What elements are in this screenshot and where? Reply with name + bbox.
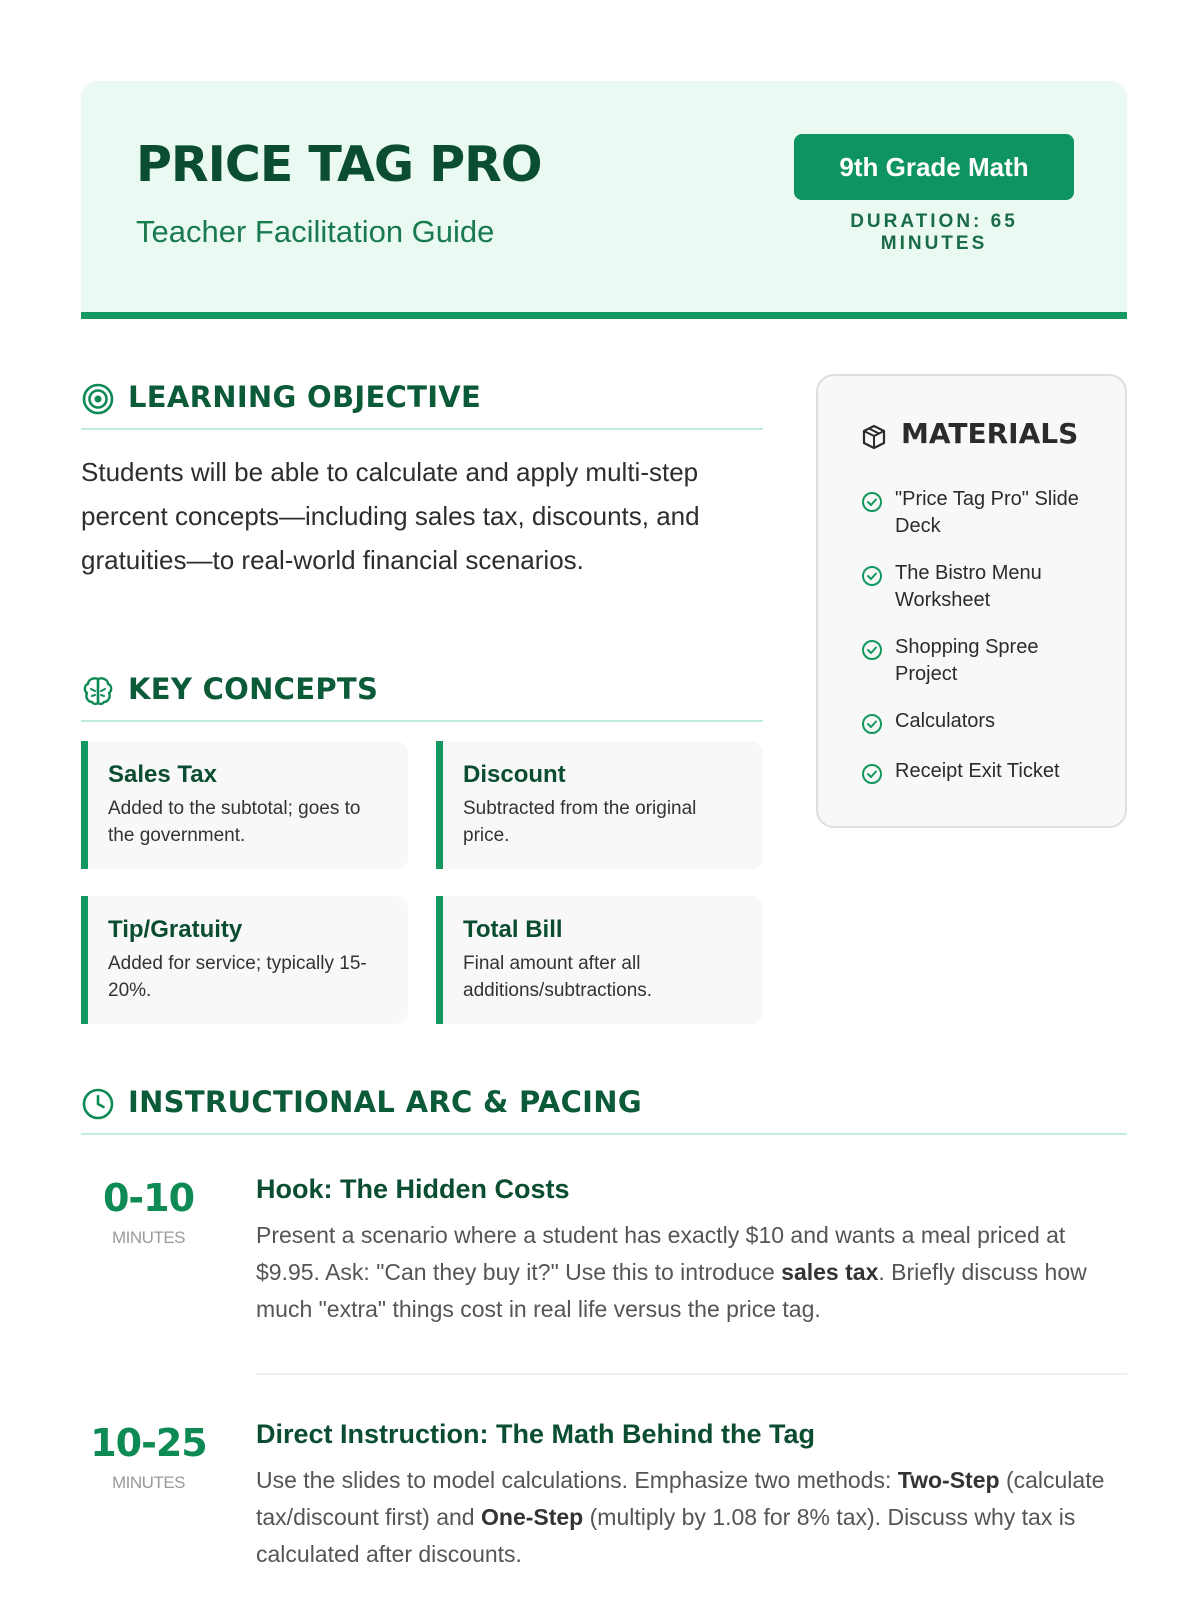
check-circle-icon <box>860 564 884 588</box>
concept-desc: Added to the subtotal; goes to the government. <box>108 798 361 846</box>
pace-title: Direct Instruction: The Math Behind the Tag <box>256 1419 816 1449</box>
materials-item-label: Receipt Exit Ticket <box>895 760 1060 782</box>
key-concepts-heading <box>81 668 763 722</box>
target-icon <box>81 382 115 416</box>
materials-item-label: Calculators <box>895 710 996 732</box>
grade-badge: 9th Grade Math <box>794 134 1074 200</box>
key-concepts-heading-label: KEY CONCEPTS <box>128 672 379 706</box>
pace-time: 0-10 <box>102 1176 195 1220</box>
concept-card-discount <box>436 741 763 869</box>
concept-title: Sales Tax <box>108 761 217 788</box>
concept-card-sales-tax <box>81 741 408 869</box>
concept-desc: Added for service; typically 15-20%. <box>108 953 367 1001</box>
concept-title: Total Bill <box>463 916 563 943</box>
objective-heading-label: LEARNING OBJECTIVE <box>128 380 482 414</box>
materials-panel <box>816 374 1127 828</box>
check-circle-icon <box>860 638 884 662</box>
concept-card-total-bill <box>436 896 763 1024</box>
materials-item-label: The Bistro Menu Worksheet <box>895 562 1042 611</box>
check-circle-icon <box>860 490 884 514</box>
concept-desc: Subtracted from the original price. <box>463 798 697 846</box>
pacing-divider <box>256 1373 1127 1375</box>
pace-unit: MINUTES <box>112 1228 185 1247</box>
objective-text: Students will be able to calculate and apply multi-step percent concepts—including sales tax, discounts, and gratuities—to real-world financial scenarios. <box>81 457 700 575</box>
page-subtitle: Teacher Facilitation Guide <box>136 214 495 249</box>
pace-time: 10-25 <box>90 1421 207 1465</box>
objective-heading <box>81 376 763 430</box>
concept-card-tip <box>81 896 408 1024</box>
brain-icon <box>81 674 115 708</box>
pace-unit: MINUTES <box>112 1473 185 1492</box>
pace-title: Hook: The Hidden Costs <box>256 1174 570 1204</box>
pacing-heading <box>81 1081 1127 1135</box>
concept-title: Tip/Gratuity <box>108 916 243 943</box>
materials-item-label: Shopping Spree Project <box>895 636 1039 685</box>
pace-description: Present a scenario where a student has exactly $10 and wants a meal priced at $9.95. Ask: "Can they buy it?" Use this to introduce sales tax. Briefly discuss how much "extra" things cost in real life versus the price tag. <box>256 1222 1087 1322</box>
emphasis-one-step: One-Step <box>481 1504 584 1530</box>
concept-desc: Final amount after all additions/subtractions. <box>463 953 653 1001</box>
duration-label: DURATION: 65 MINUTES <box>850 211 1018 254</box>
page-title: PRICE TAG PRO <box>136 136 542 193</box>
clock-icon <box>81 1087 115 1121</box>
materials-heading-label: MATERIALS <box>901 417 1079 450</box>
header-banner <box>81 81 1127 319</box>
emphasis-sales-tax: sales tax <box>781 1259 879 1285</box>
box-icon <box>860 423 888 451</box>
pacing-heading-label: INSTRUCTIONAL ARC & PACING <box>128 1085 642 1119</box>
concept-title: Discount <box>463 761 566 788</box>
materials-item-label: "Price Tag Pro" Slide Deck <box>895 488 1079 537</box>
check-circle-icon <box>860 762 884 786</box>
emphasis-two-step: Two-Step <box>897 1467 1000 1493</box>
check-circle-icon <box>860 712 884 736</box>
pace-description: Use the slides to model calculations. Emphasize two methods: Two-Step (calculate tax/discount first) and One-Step (multiply by 1.08 for 8% tax). Discuss why tax is calculated after discounts. <box>256 1467 1105 1567</box>
